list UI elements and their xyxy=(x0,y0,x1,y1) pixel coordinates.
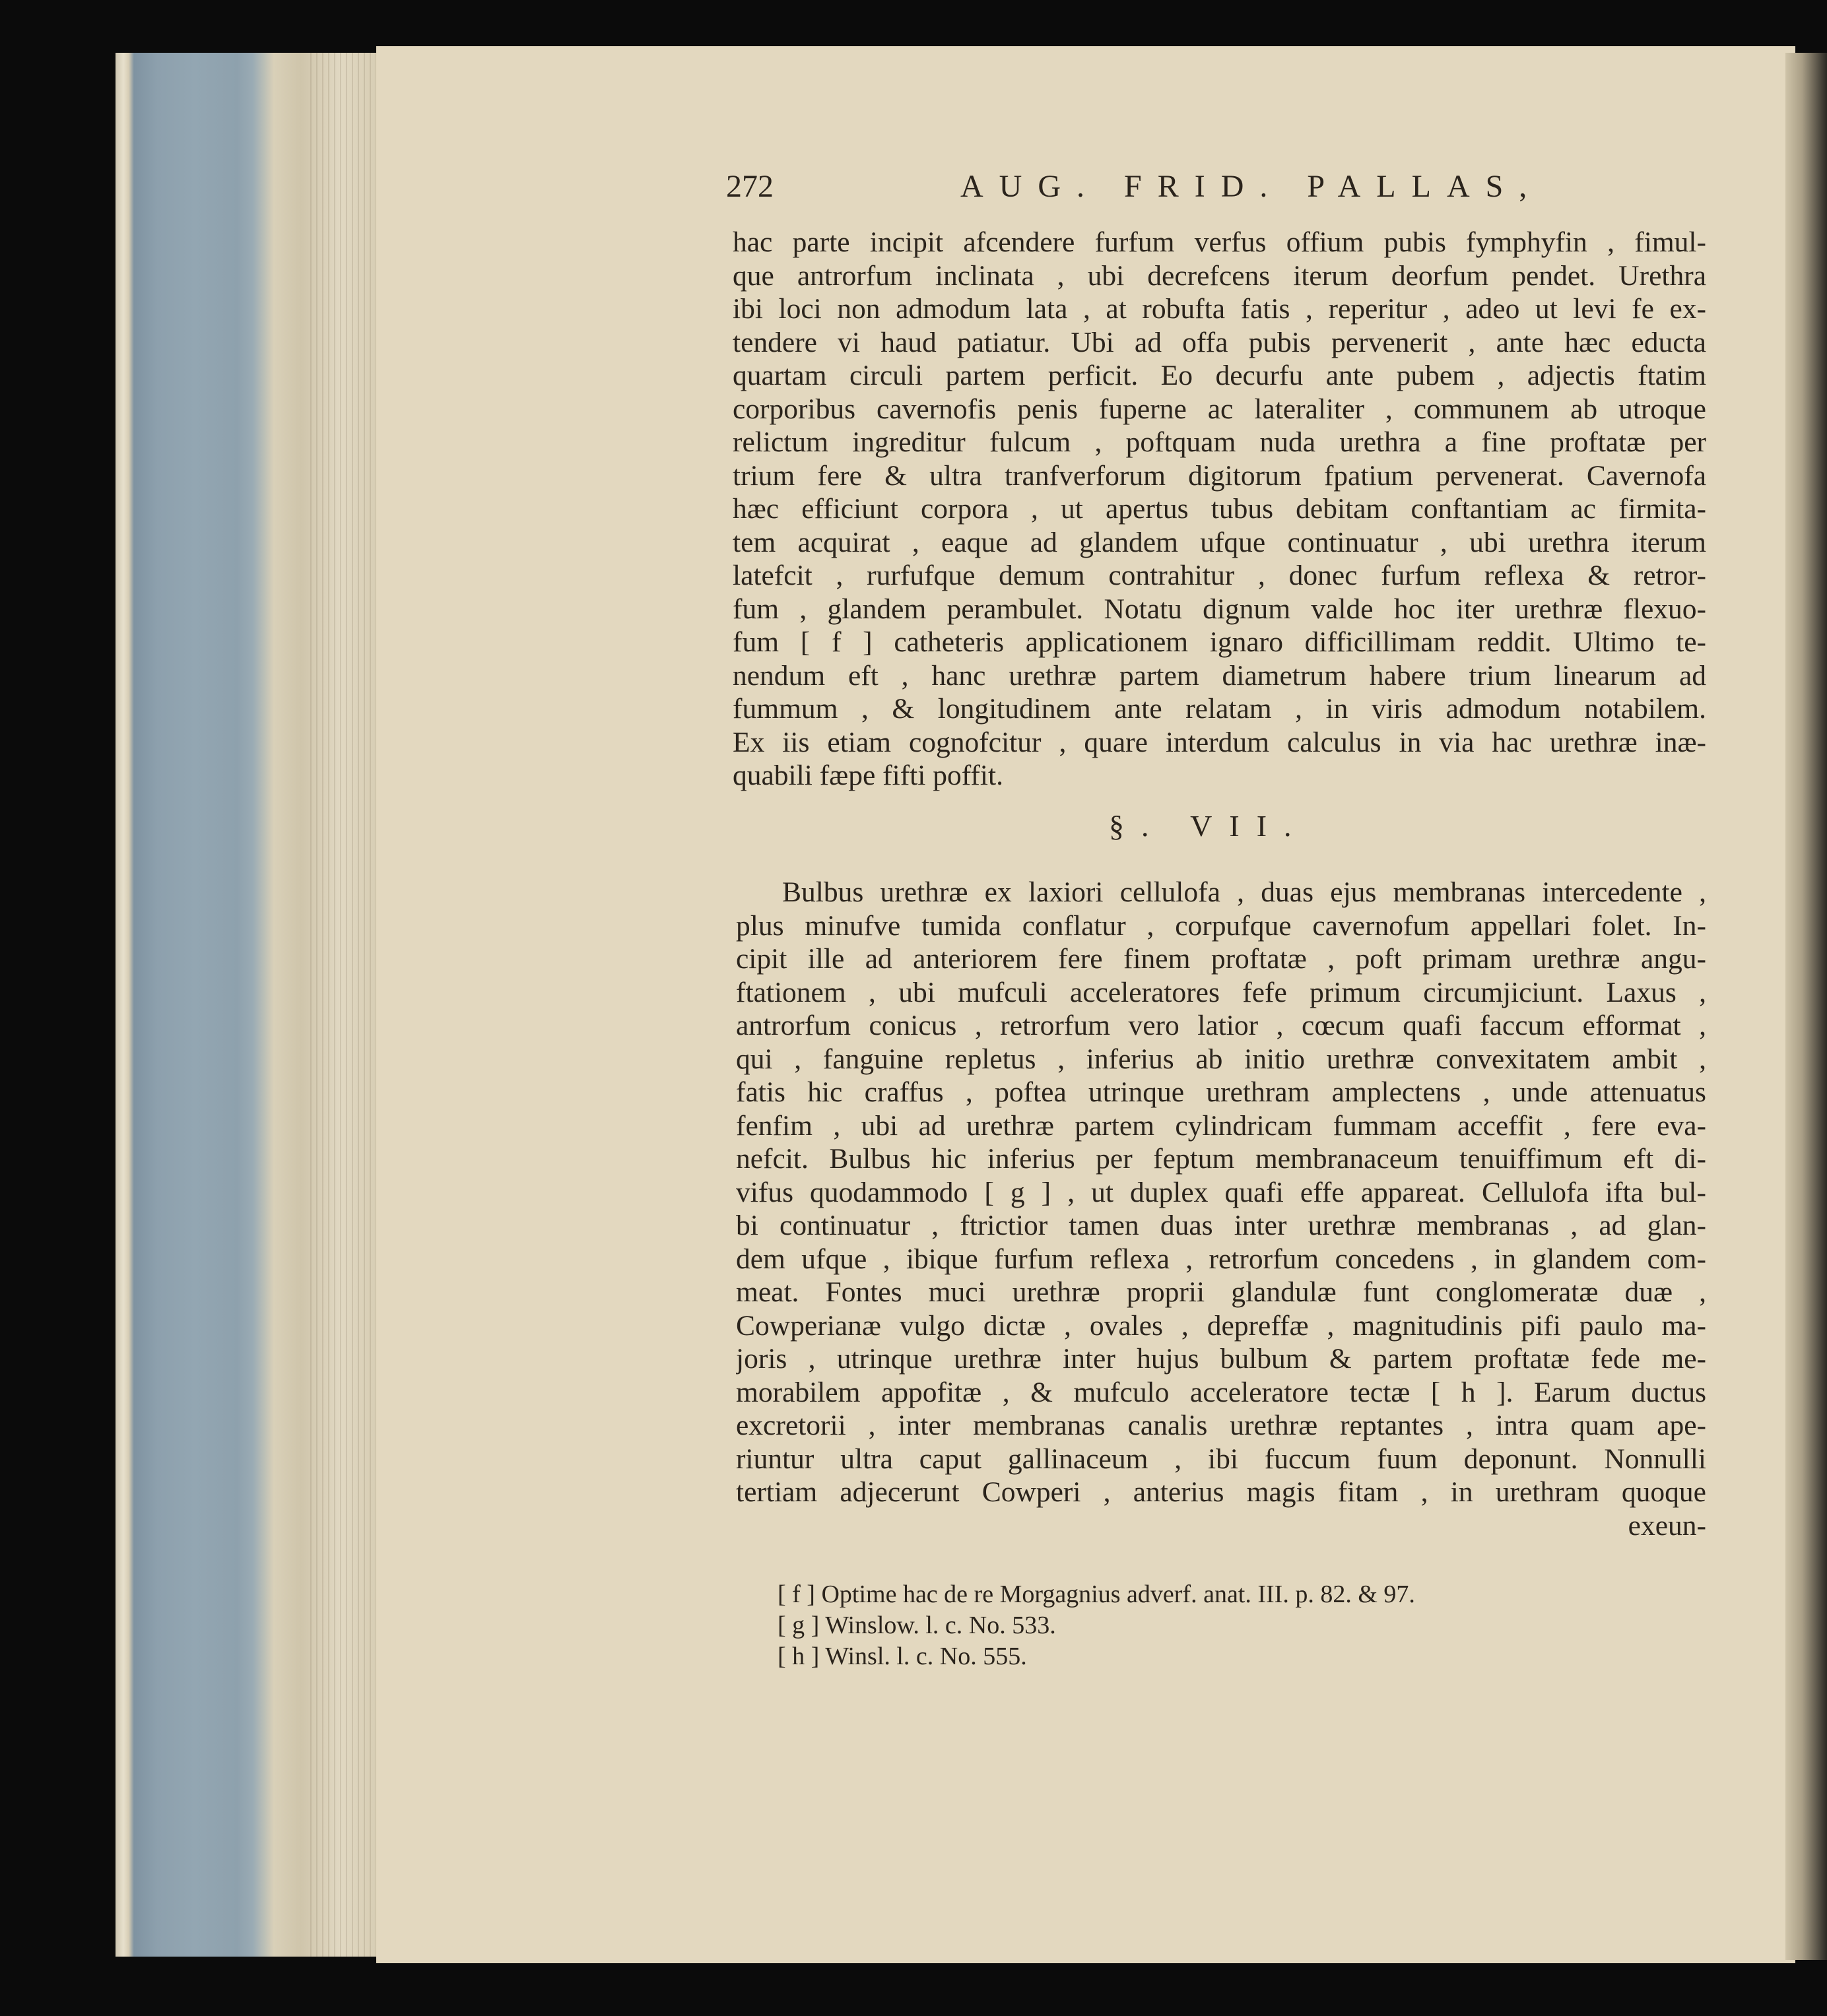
text-line: morabilem appofitæ , & mufculo acceleratore tectæ [ h ]. Earum ductus xyxy=(736,1376,1706,1408)
text-line: corporibus cavernofis penis fuperne ac lateraliter , communem ab utroque xyxy=(733,393,1706,425)
text-line: fenfim , ubi ad urethræ partem cylindricam fummam acceffit , fere eva- xyxy=(736,1109,1706,1142)
text-line: Ex iis etiam cognofcitur , quare interdum calculus in via hac urethræ inæ- xyxy=(733,726,1706,758)
footnote: [ f ] Optime hac de re Morgagnius adverf. anat. III. p. 82. & 97. xyxy=(778,1580,1415,1608)
text-line: ibi loci non admodum lata , at robufta fatis , reperitur , adeo ut levi fe ex- xyxy=(733,293,1706,325)
text-line: cipit ille ad anteriorem fere finem proftatæ , poft primam urethræ angu- xyxy=(736,943,1706,975)
paragraph-1 xyxy=(733,226,1706,793)
section-heading: §. VII. xyxy=(1109,809,1309,843)
text-line: nefcit. Bulbus hic inferius per feptum membranaceum tenuiffimum eft di- xyxy=(736,1143,1706,1175)
text-line: relictum ingreditur fulcum , poftquam nuda urethra a fine proftatæ per xyxy=(733,426,1706,458)
text-line: tendere vi haud patiatur. Ubi ad offa pubis pervenerit , ante hæc educta xyxy=(733,326,1706,358)
text-line: excretorii , inter membranas canalis urethræ reptantes , intra quam ape- xyxy=(736,1410,1706,1441)
text-line: antrorfum conicus , retrorfum vero latior , cœcum quafi faccum efformat , xyxy=(736,1010,1706,1041)
catchword: exeun- xyxy=(1628,1509,1706,1542)
text-line: quartam circuli partem perficit. Eo decurfu ante pubem , adjectis ftatim xyxy=(733,360,1706,391)
text-line: que antrorfum inclinata , ubi decrefcens iterum deorfum pendet. Urethra xyxy=(733,259,1706,292)
text-line: vifus quodammodo [ g ] , ut duplex quafi effe appareat. Cellulofa ifta bul- xyxy=(736,1176,1706,1208)
running-head: AUG. FRID. PALLAS, xyxy=(960,169,1543,204)
text-line: tem acquirat , eaque ad glandem ufque continuatur , ubi urethra iterum xyxy=(733,526,1706,558)
text-line: fum , glandem perambulet. Notatu dignum valde hoc iter urethræ flexuo- xyxy=(733,593,1706,625)
text-line: plus minufve tumida conflatur , corpufque cavernofum appellari folet. In- xyxy=(736,909,1706,942)
text-line: meat. Fontes muci urethræ proprii glandulæ funt conglomeratæ duæ , xyxy=(736,1276,1706,1308)
text-line: fum [ f ] catheteris applicationem ignaro difficillimam reddit. Ultimo te- xyxy=(733,626,1706,658)
page-number: 272 xyxy=(726,169,774,204)
footnote: [ g ] Winslow. l. c. No. 533. xyxy=(778,1611,1056,1639)
text-line: nendum eft , hanc urethræ partem diametrum habere trium linearum ad xyxy=(733,659,1706,692)
text-line: latefcit , rurfufque demum contrahitur , donec furfum reflexa & retror- xyxy=(733,560,1706,591)
text-line: trium fere & ultra tranfverforum digitorum fpatium pervenerat. Cavernofa xyxy=(733,459,1706,492)
text-line: hac parte incipit afcendere furfum verfus offium pubis fymphyfin , fimul- xyxy=(733,226,1706,258)
footnote: [ h ] Winsl. l. c. No. 555. xyxy=(778,1642,1027,1670)
text-line: hæc efficiunt corpora , ut apertus tubus debitam conftantiam ac firmita- xyxy=(733,493,1706,525)
text-line: Bulbus urethræ ex laxiori cellulofa , duas ejus membranas intercedente , xyxy=(782,876,1706,908)
text-line: Cowperianæ vulgo dictæ , ovales , depreffæ , magnitudinis pifi paulo ma- xyxy=(736,1309,1706,1342)
text-line: bi continuatur , ftrictior tamen duas inter urethræ membranas , ad glan- xyxy=(736,1210,1706,1241)
text-line: fatis hic craffus , poftea utrinque urethram amplectens , unde attenuatus xyxy=(736,1076,1706,1108)
text-line: joris , utrinque urethræ inter hujus bulbum & partem proftatæ fede me- xyxy=(736,1343,1706,1375)
text-line: dem ufque , ibique furfum reflexa , retrorfum concedens , in glandem com- xyxy=(736,1243,1706,1275)
paragraph-2 xyxy=(736,876,1706,1542)
text-line: riuntur ultra caput gallinaceum , ibi fuccum fuum deponunt. Nonnulli xyxy=(736,1443,1706,1475)
book-edge-lines xyxy=(310,53,376,1957)
text-line: qui , fanguine repletus , inferius ab initio urethræ convexitatem ambit , xyxy=(736,1043,1706,1075)
text-line: tertiam adjecerunt Cowperi , anterius magis fitam , in urethram quoque xyxy=(736,1476,1706,1508)
right-page-edge xyxy=(1785,53,1827,1960)
footnotes xyxy=(778,1579,1415,1672)
text-line: ftationem , ubi mufculi acceleratores fefe primum circumjiciunt. Laxus , xyxy=(736,976,1706,1008)
text-line: quabili fæpe fifti poffit. xyxy=(733,760,1003,791)
text-line: fummum , & longitudinem ante relatam , in viris admodum notabilem. xyxy=(733,693,1706,725)
